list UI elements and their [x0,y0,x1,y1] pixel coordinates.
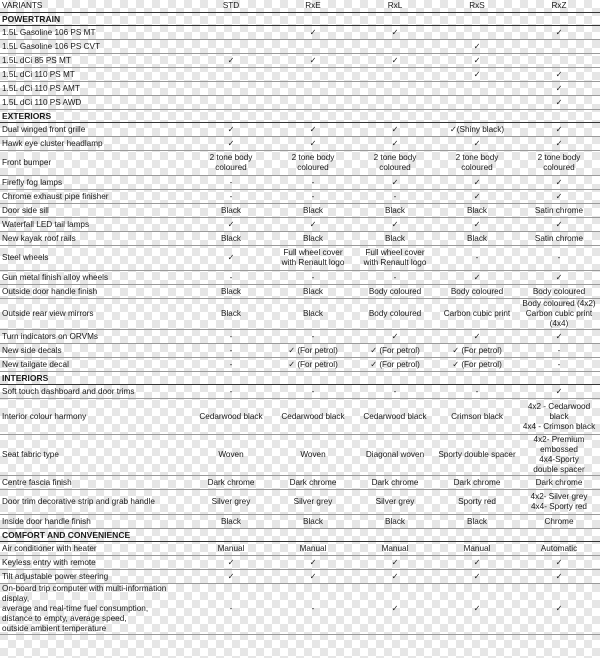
feature-label: Turn indicators on ORVMs [0,330,190,344]
section-header-exteriors [0,110,600,123]
variant-value-rxs: ✓(Shiny black) [436,123,518,137]
variant-value-rxs: ✓ [436,584,518,635]
variant-value-rxz: ✓ [518,556,600,570]
table-row [0,344,600,358]
variant-value-rxl: Black [354,204,436,218]
variant-value-rxe: ✓ [272,137,354,151]
table-row [0,399,600,435]
variant-value-rxz: ✓ [518,137,600,151]
variant-value-std: - [190,344,272,358]
variant-value-std: - [190,190,272,204]
variant-value-rxs: Manual [436,542,518,556]
variant-value-rxe: Dark chrome [272,476,354,490]
variant-value-rxz [518,54,600,68]
variant-value-std: Cedarwood black [190,399,272,435]
variant-value-rxz: 4x2- Silver grey 4x4- Sporty red [518,490,600,515]
feature-label: Air conditioner with heater [0,542,190,556]
variant-value-std: Black [190,299,272,330]
feature-label: Door trim decorative strip and grab handle [0,490,190,515]
variant-value-rxs: ✓ [436,271,518,285]
table-row [0,54,600,68]
variant-value-std: - [190,176,272,190]
feature-label: 1.5L dCi 85 PS MT [0,54,190,68]
feature-label: Firefly fog lamps [0,176,190,190]
variant-value-rxz: ✓ [518,26,600,40]
variant-header-rxz: RxZ [551,1,567,10]
table-row [0,299,600,330]
feature-label: Interior colour harmony [0,399,190,435]
variant-value-rxe: Cedarwood black [272,399,354,435]
variant-value-rxz: ✓ [518,82,600,96]
table-row [0,68,600,82]
variant-value-rxl: ✓ [354,26,436,40]
table-row [0,271,600,285]
variant-value-rxz: ✓ [518,218,600,232]
variant-value-rxe: - [272,584,354,635]
variant-value-rxz: 4x2- Premium embossed 4x4-Sporty double spacer [518,435,600,476]
variant-value-std [190,96,272,110]
variant-value-rxs: ✓ [436,137,518,151]
table-row [0,40,600,54]
variant-value-rxs: - [436,246,518,271]
feature-label: On-board trip computer with multi-information display, average and real-time fuel consumption, distance to empty, average speed, outside ambient temperature [0,584,190,635]
feature-label: New kayak roof rails [0,232,190,246]
variant-value-rxe: Black [272,204,354,218]
variant-value-rxl: Dark chrome [354,476,436,490]
feature-label: Front bumper [0,151,190,176]
variant-value-rxl: ✓ [354,556,436,570]
variant-value-rxs [436,96,518,110]
feature-label: New tailgate decal [0,358,190,372]
variant-value-rxl: Full wheel cover with Renault logo [354,246,436,271]
variant-value-rxe: Silver grey [272,490,354,515]
table-row [0,96,600,110]
variant-value-rxe: - [272,271,354,285]
variant-value-rxe: Black [272,232,354,246]
variant-value-rxz: ✓ [518,123,600,137]
variant-value-rxl: Body coloured [354,299,436,330]
feature-label: Seat fabric type [0,435,190,476]
variant-value-rxs: ✓ [436,176,518,190]
section-title: COMFORT AND CONVENIENCE [0,529,600,542]
variant-value-rxl: - [354,190,436,204]
variant-value-rxs: ✓ [436,218,518,232]
variant-value-rxl: ✓ (For petrol) [354,344,436,358]
variant-value-rxz: Automatic [518,542,600,556]
variant-value-rxz: ✓ [518,68,600,82]
section-header-powertrain [0,13,600,26]
variant-value-rxs: 2 tone body coloured [436,151,518,176]
variant-value-rxs: Crimson black [436,399,518,435]
variant-value-rxz: ✓ [518,96,600,110]
variant-value-std [190,40,272,54]
variant-value-rxe [272,96,354,110]
variant-value-rxl: ✓ [354,137,436,151]
variant-value-std: - [190,330,272,344]
variant-value-std: ✓ [190,54,272,68]
variant-value-rxs: Dark chrome [436,476,518,490]
variant-value-std: ✓ [190,123,272,137]
feature-label: 1.5L dCi 110 PS AMT [0,82,190,96]
variant-value-rxe: Black [272,515,354,529]
variant-value-rxl: ✓ [354,176,436,190]
section-header-comfort-and-convenience [0,529,600,542]
variant-value-rxe: ✓ [272,54,354,68]
variant-value-std: ✓ [190,137,272,151]
feature-label: Centre fascia finish [0,476,190,490]
table-row [0,556,600,570]
variant-value-std: 2 tone body coloured [190,151,272,176]
variant-value-std: ✓ [190,218,272,232]
variant-value-rxs: ✓ (For petrol) [436,358,518,372]
table-row [0,385,600,399]
variant-value-rxs: ✓ [436,570,518,584]
feature-label: Tilt adjustable power steering [0,570,190,584]
variant-value-rxl: Diagonal woven [354,435,436,476]
variant-value-rxz: ✓ [518,190,600,204]
variant-value-rxe: Black [272,299,354,330]
variant-value-std: - [190,271,272,285]
variant-value-rxl: - [354,385,436,399]
variant-value-rxs [436,26,518,40]
variant-value-rxe: 2 tone body coloured [272,151,354,176]
variant-value-rxe: ✓ [272,26,354,40]
table-row [0,476,600,490]
variant-value-rxz: ✓ [518,330,600,344]
feature-label: 1.5L dCi 110 PS MT [0,68,190,82]
variant-value-rxl: Manual [354,542,436,556]
variant-value-rxz [518,40,600,54]
variant-value-rxs: Black [436,232,518,246]
variant-header-std: STD [222,1,240,10]
variant-value-rxs: Body coloured [436,285,518,299]
table-row [0,570,600,584]
variant-value-rxe: ✓ [272,123,354,137]
variant-value-rxz: 4x2 - Cedarwood black 4x4 - Crimson black [518,399,600,435]
variant-value-rxl: Silver grey [354,490,436,515]
variant-value-rxe: - [272,385,354,399]
variant-value-rxz: ✓ [518,176,600,190]
feature-label: Inside door handle finish [0,515,190,529]
feature-label: Door side sill [0,204,190,218]
header-label: VARIANTS [2,1,43,10]
table-row [0,123,600,137]
variant-value-std [190,68,272,82]
table-row [0,151,600,176]
variant-value-std: Manual [190,542,272,556]
variant-value-rxe: - [272,190,354,204]
variant-value-rxz: ✓ [518,570,600,584]
feature-label: Keyless entry with remote [0,556,190,570]
table-row [0,490,600,515]
variant-value-rxl [354,82,436,96]
variant-value-rxz: Satin chrome [518,204,600,218]
variant-value-rxe: - [272,176,354,190]
feature-label: Dual winged front grille [0,123,190,137]
table-row [0,190,600,204]
variant-value-std: - [190,584,272,635]
variant-value-rxl: ✓ (For petrol) [354,358,436,372]
variant-value-rxe: Manual [272,542,354,556]
variant-value-rxz: ✓ [518,385,600,399]
variant-value-rxl: ✓ [354,54,436,68]
table-row [0,542,600,556]
variant-value-rxz: Body coloured (4x2) Carbon cubic print (4x4) [518,299,600,330]
variant-value-rxs: ✓ (For petrol) [436,344,518,358]
variant-value-std: Black [190,204,272,218]
feature-label: Outside door handle finish [0,285,190,299]
variant-value-rxe: Black [272,285,354,299]
variant-value-rxz: Satin chrome [518,232,600,246]
variant-value-rxz: - [518,358,600,372]
variant-value-rxl: 2 tone body coloured [354,151,436,176]
variant-value-std: Silver grey [190,490,272,515]
feature-label: 1.5L Gasoline 106 PS MT [0,26,190,40]
variant-value-rxs: ✓ [436,556,518,570]
variant-value-std [190,26,272,40]
variant-value-rxl: Black [354,515,436,529]
variant-value-rxz: ✓ [518,584,600,635]
variant-value-std: Woven [190,435,272,476]
variant-value-rxl [354,40,436,54]
feature-label: Gun metal finish alloy wheels [0,271,190,285]
variant-value-rxs: ✓ [436,68,518,82]
variant-value-rxe: Full wheel cover with Renault logo [272,246,354,271]
section-title: POWERTRAIN [0,13,600,26]
variant-value-std: Black [190,232,272,246]
variant-value-rxl: Black [354,232,436,246]
variant-value-std: ✓ [190,246,272,271]
table-row [0,137,600,151]
variant-value-rxl: ✓ [354,584,436,635]
variant-value-rxl: ✓ [354,218,436,232]
table-row [0,26,600,40]
variant-value-rxl: ✓ [354,330,436,344]
table-row [0,358,600,372]
section-header-interiors [0,372,600,385]
feature-label: Outside rear view mirrors [0,299,190,330]
variant-value-rxs [436,82,518,96]
variant-value-rxs: Sporty red [436,490,518,515]
variant-value-rxe [272,68,354,82]
variant-value-rxs: ✓ [436,330,518,344]
variant-value-rxz: Chrome [518,515,600,529]
table-row [0,204,600,218]
variant-value-std: - [190,358,272,372]
variant-value-std: Black [190,285,272,299]
variant-value-rxz: ✓ [518,271,600,285]
table-row [0,285,600,299]
variant-value-rxl: Body coloured [354,285,436,299]
variant-value-rxs: - [436,385,518,399]
section-title: INTERIORS [0,372,600,385]
variant-value-rxe: ✓ [272,570,354,584]
feature-label: New side decals [0,344,190,358]
variant-value-rxl [354,68,436,82]
variant-value-rxe [272,40,354,54]
table-row [0,584,600,635]
variant-value-rxe: ✓ (For petrol) [272,344,354,358]
table-row [0,232,600,246]
table-row [0,435,600,476]
section-title: EXTERIORS [0,110,600,123]
variant-value-rxs: ✓ [436,190,518,204]
variant-value-rxs: ✓ [436,54,518,68]
variant-value-rxe: ✓ [272,218,354,232]
variant-value-rxl [354,96,436,110]
feature-label: 1.5L dCi 110 PS AWD [0,96,190,110]
variant-value-rxs: Black [436,204,518,218]
variant-value-rxl: ✓ [354,123,436,137]
variant-value-std: Dark chrome [190,476,272,490]
variant-value-std: - [190,385,272,399]
table-row [0,246,600,271]
feature-label: Chrome exhaust pipe finisher [0,190,190,204]
variant-header-rxl: RxL [387,1,403,10]
feature-label: Steel wheels [0,246,190,271]
variant-header-rxe: RxE [305,1,321,10]
header-row [0,0,600,13]
variant-value-rxs: Carbon cubic print [436,299,518,330]
variant-value-std: ✓ [190,570,272,584]
variant-value-rxe: ✓ (For petrol) [272,358,354,372]
variant-value-rxs: ✓ [436,40,518,54]
variant-value-rxz: Dark chrome [518,476,600,490]
variant-value-std: ✓ [190,556,272,570]
variant-value-std [190,82,272,96]
variant-value-std: Black [190,515,272,529]
feature-label: Hawk eye cluster headlamp [0,137,190,151]
table-row [0,176,600,190]
feature-label: Waterfall LED tail lamps [0,218,190,232]
variant-value-rxl: ✓ [354,570,436,584]
table-row [0,218,600,232]
variant-value-rxz: Body coloured [518,285,600,299]
variant-value-rxz: 2 tone body coloured [518,151,600,176]
variant-value-rxl: Cedarwood black [354,399,436,435]
variant-header-rxs: RxS [469,1,485,10]
variant-value-rxe: - [272,330,354,344]
feature-label: Soft touch dashboard and door trims [0,385,190,399]
variant-value-rxe [272,82,354,96]
variant-value-rxz: - [518,246,600,271]
variant-value-rxl: - [354,271,436,285]
table-row [0,515,600,529]
feature-label: 1.5L Gasoline 106 PS CVT [0,40,190,54]
variant-value-rxe: ✓ [272,556,354,570]
table-row [0,82,600,96]
variant-value-rxs: Black [436,515,518,529]
variant-value-rxz: - [518,344,600,358]
table-row [0,330,600,344]
variant-value-rxe: Woven [272,435,354,476]
variant-value-rxs: Sporty double spacer [436,435,518,476]
